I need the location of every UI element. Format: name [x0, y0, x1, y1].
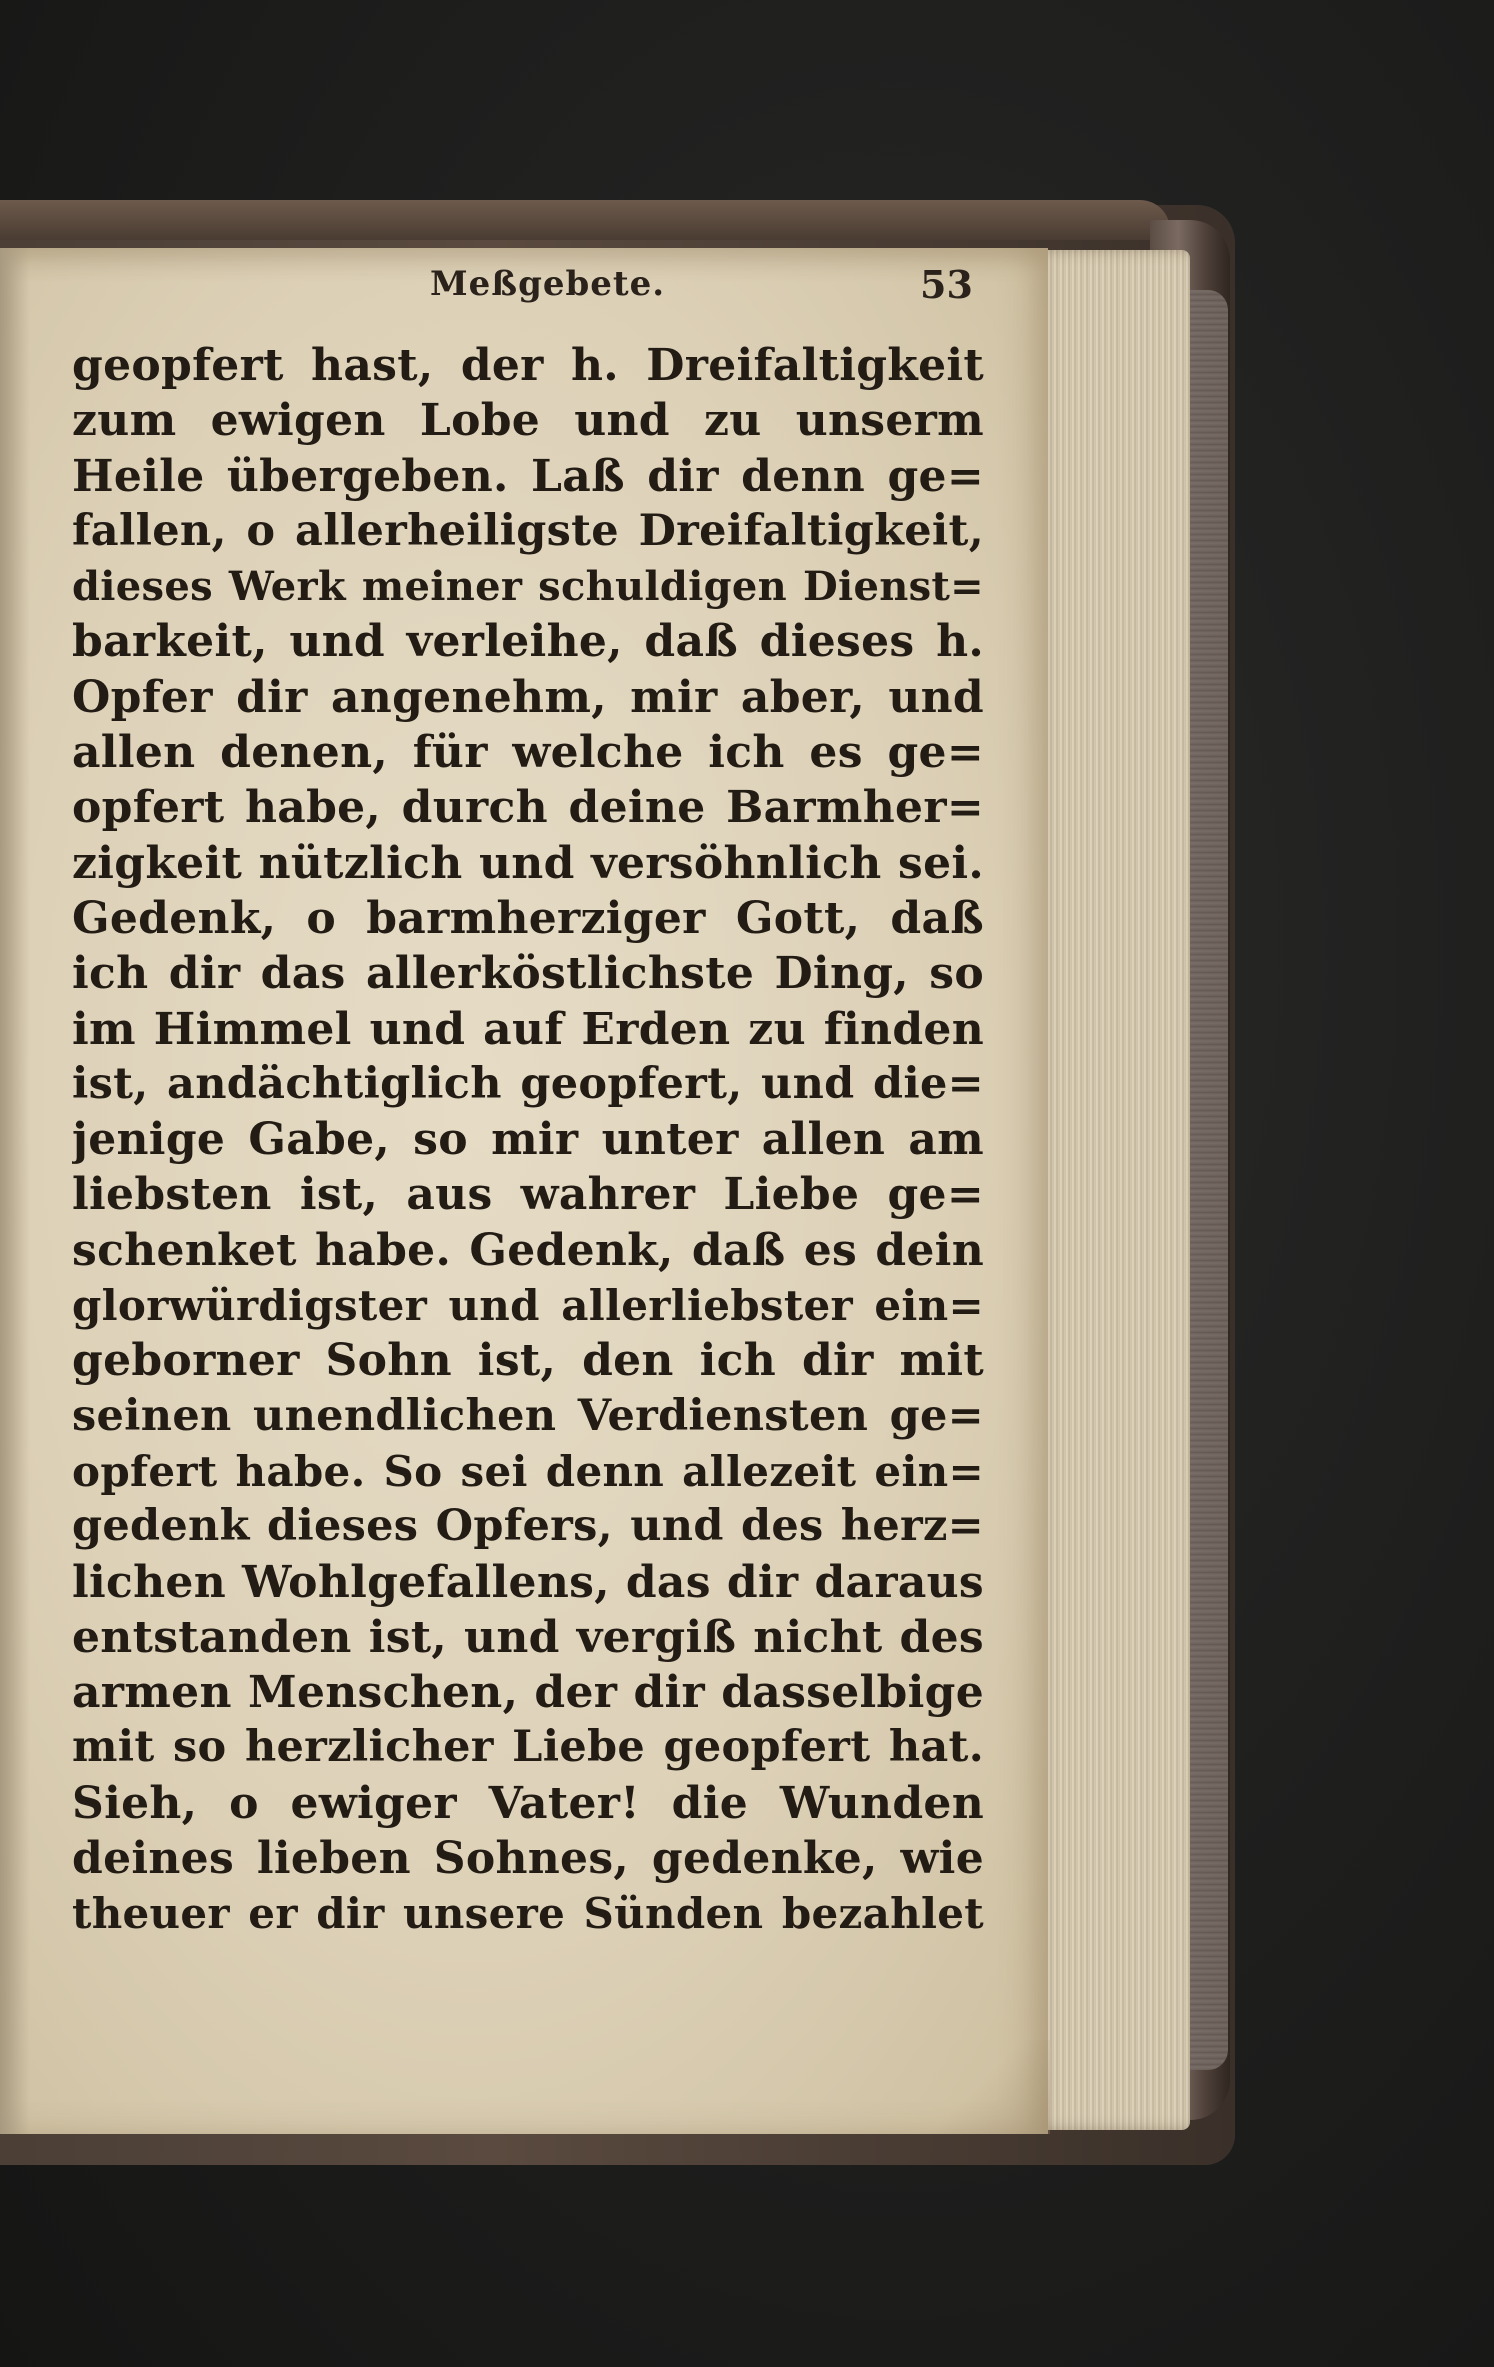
text-line: geborner Sohn ist, den ich dir mit [72, 1335, 984, 1387]
text-line: opfert habe. So sei denn allezeit ein= [72, 1446, 984, 1496]
text-line: liebsten ist, aus wahrer Liebe ge= [72, 1169, 984, 1221]
book-cover-top-edge [0, 200, 1170, 240]
running-head: Meßgebete. [430, 264, 666, 304]
text-line: barkeit, und verleihe, daß dieses h. [72, 616, 984, 668]
text-line: ist, andächtiglich geopfert, und die= [72, 1058, 984, 1109]
page-text [72, 338, 984, 1942]
text-line: deines lieben Sohnes, gedenke, wie [72, 1833, 984, 1885]
page-number: 53 [920, 262, 973, 307]
text-line: im Himmel und auf Erden zu finden [72, 1003, 984, 1055]
page-gutter-shadow [0, 248, 30, 2134]
text-line: theuer er dir unsere Sünden bezahlet [72, 1889, 984, 1939]
text-line: zum ewigen Lobe und zu unserm [72, 395, 984, 447]
text-line: mit so herzlicher Liebe geopfert hat. [72, 1722, 984, 1773]
text-line: armen Menschen, der dir dasselbige [72, 1667, 984, 1719]
text-line: entstanden ist, und vergiß nicht des [72, 1611, 984, 1663]
text-line: zigkeit nützlich und versöhnlich sei. [72, 837, 984, 889]
text-line: geopfert hast, der h. Dreifaltigkeit [72, 340, 984, 391]
text-line: allen denen, für welche ich es ge= [72, 727, 984, 779]
text-line: opfert habe, durch deine Barmher= [72, 782, 984, 834]
text-line: glorwürdigster und allerliebster ein= [72, 1281, 984, 1331]
text-line: jenige Gabe, so mir unter allen am [72, 1114, 984, 1166]
text-line: Opfer dir angenehm, mir aber, und [72, 671, 984, 723]
text-line: gedenk dieses Opfers, und des herz= [72, 1501, 984, 1552]
page-block-edge [1035, 250, 1190, 2130]
text-line: Gedenk, o barmherziger Gott, daß [72, 892, 984, 944]
text-line: schenket habe. Gedenk, daß es dein [72, 1224, 984, 1276]
page-corner-curl [900, 2040, 1050, 2134]
text-line: Heile übergeben. Laß dir denn ge= [72, 450, 984, 502]
text-line: seinen unendlichen Verdiensten ge= [72, 1390, 984, 1441]
text-line: Sieh, o ewiger Vater! die Wunden [72, 1777, 984, 1829]
text-line: lichen Wohlgefallens, das dir daraus [72, 1556, 984, 1608]
page-header [0, 258, 1048, 318]
text-line: fallen, o allerheiligste Dreifaltigkeit, [72, 505, 984, 556]
text-line: dieses Werk meiner schuldigen Dienst= [72, 563, 984, 611]
text-line: ich dir das allerköstlichste Ding, so [72, 948, 984, 1000]
